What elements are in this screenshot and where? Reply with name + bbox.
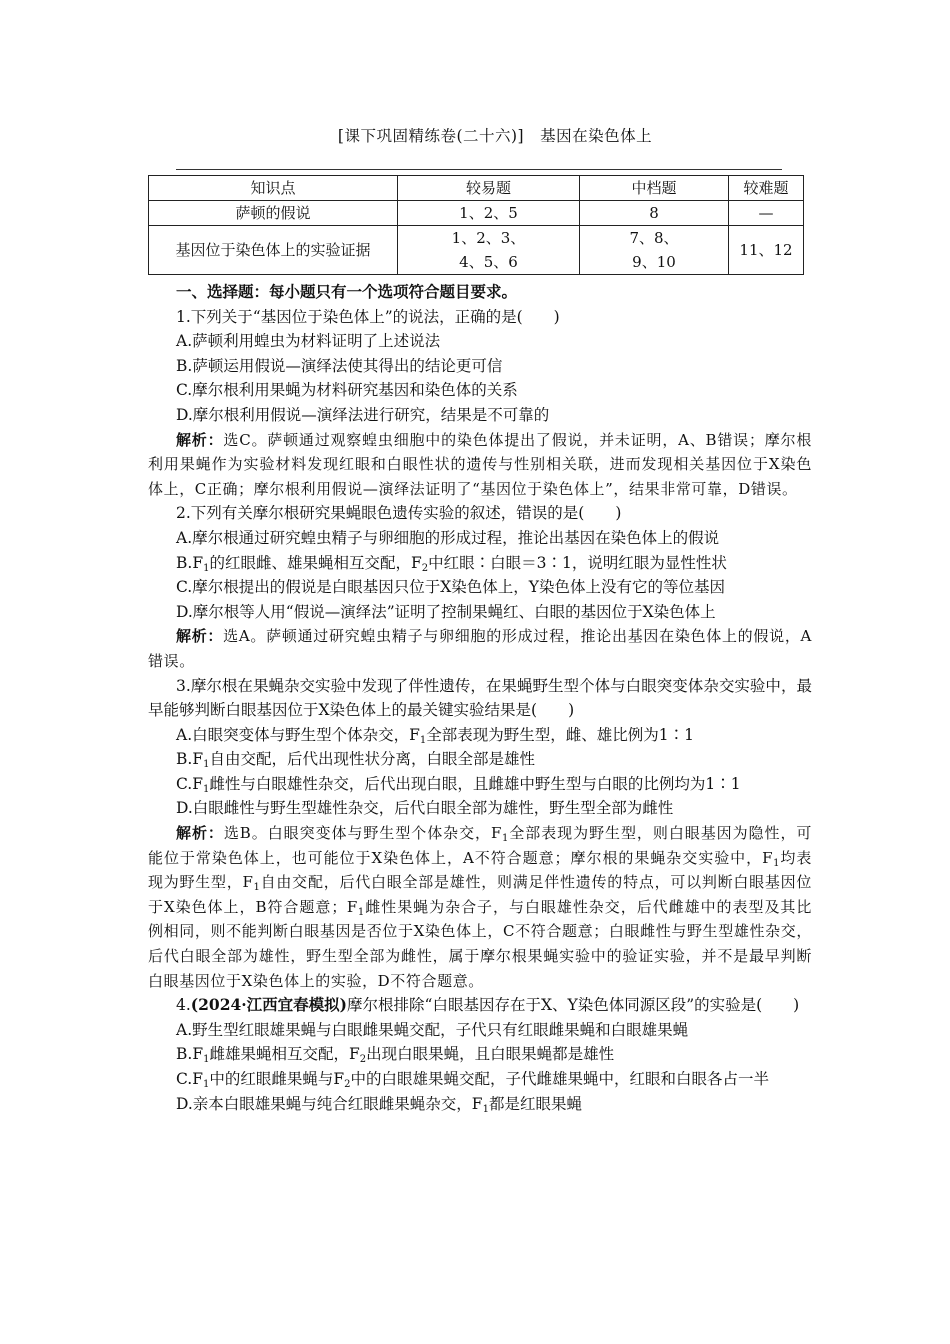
table-cell	[580, 226, 729, 275]
table-cell: 8	[580, 201, 729, 226]
title-divider	[176, 169, 782, 170]
text-part: 中的红眼雌果蝇与F	[209, 1070, 345, 1088]
question-1-option-d: D.摩尔根利用假说—演绎法进行研究，结果是不可靠的	[176, 405, 550, 424]
text-part: 选B。白眼突变体与野生型个体杂交，F	[223, 824, 503, 843]
page-title: [课下巩固精练卷(二十六)] 基因在染色体上	[337, 127, 653, 145]
question-2-option-c: C.摩尔根提出的假说是白眼基因只位于X染色体上，Y染色体上没有它的等位基因	[176, 578, 726, 597]
subscript: 1	[203, 562, 210, 574]
text-part: 全部表现为野生型，雌、雄比例为1∶1	[426, 725, 694, 744]
question-3-option-d: D.白眼雌性与野生型雄性杂交，后代白眼全部为雄性，野生型全部为雌性	[176, 799, 674, 818]
explanation-label: 解析：	[176, 430, 224, 449]
question-2-option-a: A.摩尔根通过研究蝗虫精子与卵细胞的形成过程，推论出基因在染色体上的假说	[176, 528, 720, 547]
subscript: 1	[253, 882, 261, 894]
text-part: 全部表现为野生型，则白眼基因为隐性，可能位于常染色体上，也可能位于X染色体上，A不符合题意；摩尔根的果蝇杂交实验中，F	[148, 824, 813, 867]
cell-line: 9、10	[632, 253, 676, 271]
text-part: 自由交配，后代出现性状分离，白眼全部是雄性	[209, 750, 535, 769]
question-1-stem: 1.下列关于“基因位于染色体上”的说法，正确的是( )	[176, 307, 560, 326]
question-3-option-a	[148, 723, 812, 748]
explanation-text: 选C。萨顿通过观察蝗虫细胞中的染色体提出了假说，并未证明，A、B错误；摩尔根利用果蝇作为实验材料发现红眼和白眼性状的遗传与性别相关联，进而发现相关基因位于X染色体上，C正确；摩尔根利用假说—演绎法证明了“基因位于染色体上”，结果非常可靠，D错误。	[148, 430, 812, 498]
text-part: 自由交配，后代白眼全部是雄性，则满足伴性遗传的特点，可以判断白眼基因位于X染色体上，B符合题意；F	[148, 873, 812, 916]
question-2-option-d: D.摩尔根等人用“假说—演绎法”证明了控制果蝇红、白眼的基因位于X染色体上	[176, 602, 716, 621]
question-2-option-b	[148, 551, 812, 576]
cell-line: 4、5、6	[459, 253, 518, 271]
text-part: 雌雄果蝇相互交配，F	[209, 1045, 360, 1064]
text-part: 雌性与白眼雄性杂交，后代出现白眼，且雌雄中野生型与白眼的比例均为1∶1	[209, 774, 741, 793]
explanation-label: 解析：	[176, 627, 224, 646]
text-part: 都是红眼果蝇	[488, 1094, 582, 1113]
text-part: 中的白眼雄果蝇交配，子代雌雄果蝇中，红眼和白眼各占一半	[350, 1070, 770, 1088]
question-1-explanation	[148, 428, 812, 502]
question-4-option-b	[148, 1042, 812, 1067]
subscript: 1	[203, 1054, 210, 1066]
question-3-stem: 3.摩尔根在果蝇杂交实验中发现了伴性遗传，在果蝇野生型个体与白眼突变体杂交实验中，最早能够判断白眼基因位于X染色体上的最关键实验结果是( )	[148, 676, 812, 720]
question-3-option-c	[148, 772, 812, 797]
subscript: 1	[203, 1079, 210, 1090]
table-header: 中档题	[580, 176, 729, 201]
question-source: (2024·江西宜春模拟)	[190, 995, 348, 1015]
table-header-row	[149, 176, 804, 201]
question-3-explanation	[148, 821, 812, 993]
text-part: B.F	[176, 553, 204, 572]
subscript: 1	[482, 1103, 489, 1115]
question-1-option-c: C.摩尔根利用果蝇为材料研究基因和染色体的关系	[176, 381, 518, 400]
subscript: 2	[359, 1054, 367, 1066]
question-4-option-a: A.野生型红眼雄果蝇与白眼雌果蝇交配，子代只有红眼雌果蝇和白眼雄果蝇	[176, 1020, 689, 1039]
table-header: 较易题	[398, 176, 580, 201]
text-part: C.F	[176, 774, 203, 793]
subscript: 2	[421, 562, 429, 574]
question-4-stem	[148, 993, 812, 1018]
subscript: 1	[419, 734, 427, 746]
table-cell: —	[729, 201, 804, 226]
text-part: B.F	[176, 750, 204, 769]
text-part: 摩尔根排除“白眼基因存在于X、Y染色体同源区段”的实验是( )	[347, 996, 800, 1015]
table-cell: 11、12	[729, 226, 804, 275]
text-part: C.F	[176, 1070, 203, 1088]
table-header: 较难题	[729, 176, 804, 201]
question-2-explanation	[148, 624, 812, 673]
table-cell: 萨顿的假说	[149, 201, 398, 226]
question-3-option-b	[148, 747, 812, 772]
subscript: 1	[502, 833, 509, 845]
table-cell: 基因位于染色体上的实验证据	[149, 226, 398, 275]
table-header: 知识点	[149, 176, 398, 201]
text-part: 雌性果蝇为杂合子，与白眼雄性杂交，后代雌雄中的表型及其比例相同，则不能判断白眼基因是否位于X染色体上，C不符合题意；白眼雌性与野生型雄性杂交，后代白眼全部为雄性，野生型全部为雌性，属于摩尔根果蝇实验中的验证实验，并不是最早判断白眼基因位于X染色体上的实验，D不符合题意。	[148, 897, 812, 990]
subscript: 1	[773, 857, 781, 869]
subscript: 1	[203, 783, 210, 795]
text-part: A.白眼突变体与野生型个体杂交，F	[176, 725, 420, 744]
question-4-option-c	[148, 1067, 812, 1092]
question-2-stem: 2.下列有关摩尔根研究果蝇眼色遗传实验的叙述，错误的是( )	[176, 504, 622, 523]
text-part: D.亲本白眼雄果蝇与纯合红眼雌果蝇杂交，F	[176, 1094, 483, 1113]
text-part: 的红眼雌、雄果蝇相互交配，F	[209, 553, 422, 572]
cell-line: 1、2、3、	[451, 229, 526, 247]
subscript: 1	[203, 759, 210, 771]
section-heading: 一、选择题：每小题只有一个选项符合题目要求。	[176, 282, 518, 301]
question-4-option-d	[148, 1092, 812, 1117]
question-number: 4.	[176, 996, 191, 1015]
table-row	[149, 201, 804, 226]
table-cell	[398, 226, 580, 275]
cell-line: 7、8、	[629, 229, 679, 247]
text-part: B.F	[176, 1045, 204, 1064]
knowledge-table	[148, 175, 804, 275]
question-1-option-a: A.萨顿利用蝗虫为材料证明了上述说法	[176, 332, 441, 351]
subscript: 2	[344, 1079, 351, 1090]
table-row	[149, 226, 804, 275]
text-part: 均表现为野生型，F	[148, 848, 812, 892]
text-part: 中红眼∶白眼＝3∶1，说明红眼为显性性状	[428, 553, 727, 572]
table-cell: 1、2、5	[398, 201, 580, 226]
subscript: 1	[357, 906, 365, 918]
explanation-text: 选A。萨顿通过研究蝗虫精子与卵细胞的形成过程，推论出基因在染色体上的假说，A错误。	[148, 627, 812, 670]
text-part: 出现白眼果蝇，且白眼果蝇都是雄性	[366, 1045, 615, 1064]
explanation-label: 解析：	[176, 824, 224, 843]
question-1-option-b: B.萨顿运用假说—演绎法使其得出的结论更可信	[176, 356, 503, 375]
document-body	[148, 280, 812, 1116]
